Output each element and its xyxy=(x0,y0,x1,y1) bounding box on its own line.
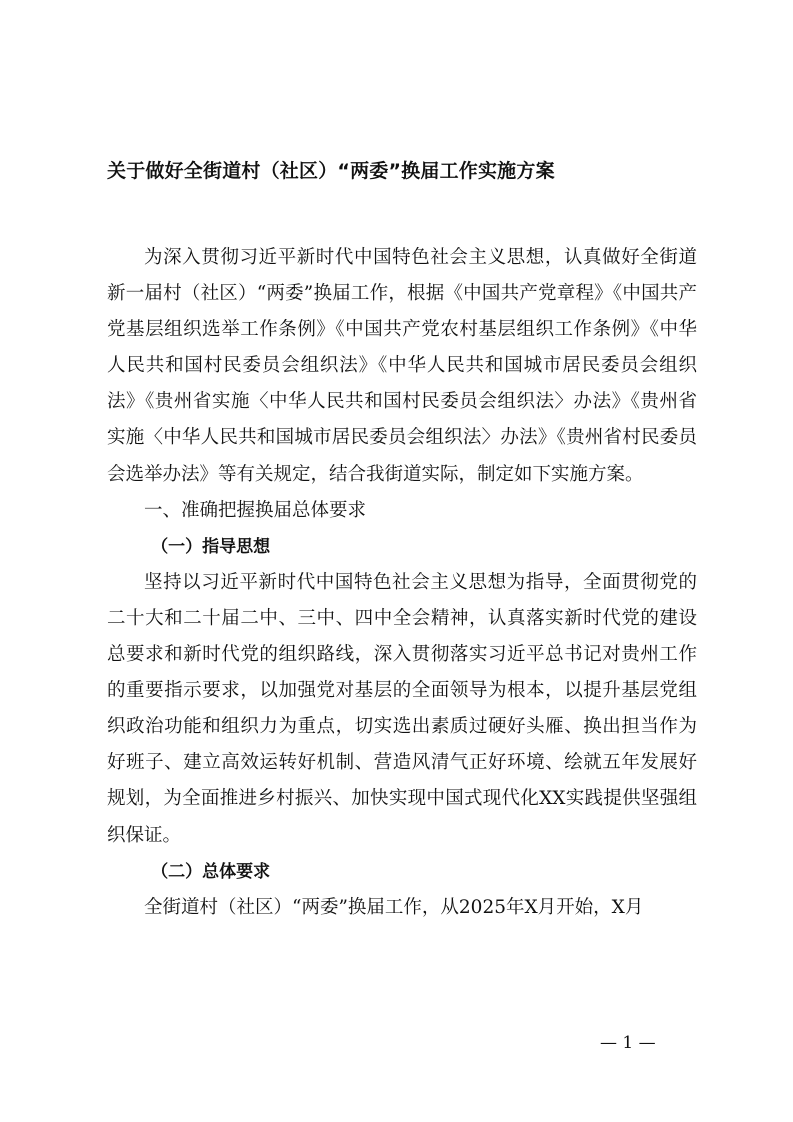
subsection-heading-guiding-ideology: （一）指导思想 xyxy=(151,536,271,557)
general-requirements-paragraph: 全街道村（社区）“两委”换届工作，从2025年X月开始，X月 xyxy=(144,896,644,918)
section-heading-overall-requirements: 一、准确把握换届总体要求 xyxy=(144,499,367,521)
document-title: 关于做好全街道村（社区）“两委”换届工作实施方案 xyxy=(107,160,555,182)
page-number: — 1 — xyxy=(600,1033,656,1053)
subsection-heading-general-requirements: （二）总体要求 xyxy=(151,861,271,882)
document-body xyxy=(107,240,697,926)
intro-paragraph: 为深入贯彻习近平新时代中国特色社会主义思想，认真做好全街道新一届村（社区）“两委”换届工作，根据《中国共产党章程》《中国共产党基层组织选举工作条例》《中国共产党农村基层组织工作条例》《中华人民共和国村民委员会组织法》《中华人民共和国城市居民委员会组织法》《贵州省实施〈中华人民共和国村民委员会组织法〉办法》《贵州省实施〈中华人民共和国城市居民委员会组织法〉办法》《贵州省村民委员会选举办法》等有关规定，结合我街道实际，制定如下实施方案。 xyxy=(107,247,697,485)
guiding-ideology-paragraph: 坚持以习近平新时代中国特色社会主义思想为指导，全面贯彻党的二十大和二十届二中、三中、四中全会精神，认真落实新时代党的建设总要求和新时代党的组织路线，深入贯彻落实习近平总书记对贵州工作的重要指示要求，以加强党对基层的全面领导为根本，以提升基层党组织政治功能和组织力为重点，切实选出素质过硬好头雁、换出担当作为好班子、建立高效运转好机制、营造风清气正好环境、绘就五年发展好规划，为全面推进乡村振兴、加快实现中国式现代化XX实践提供坚强组织保证。 xyxy=(107,571,697,846)
